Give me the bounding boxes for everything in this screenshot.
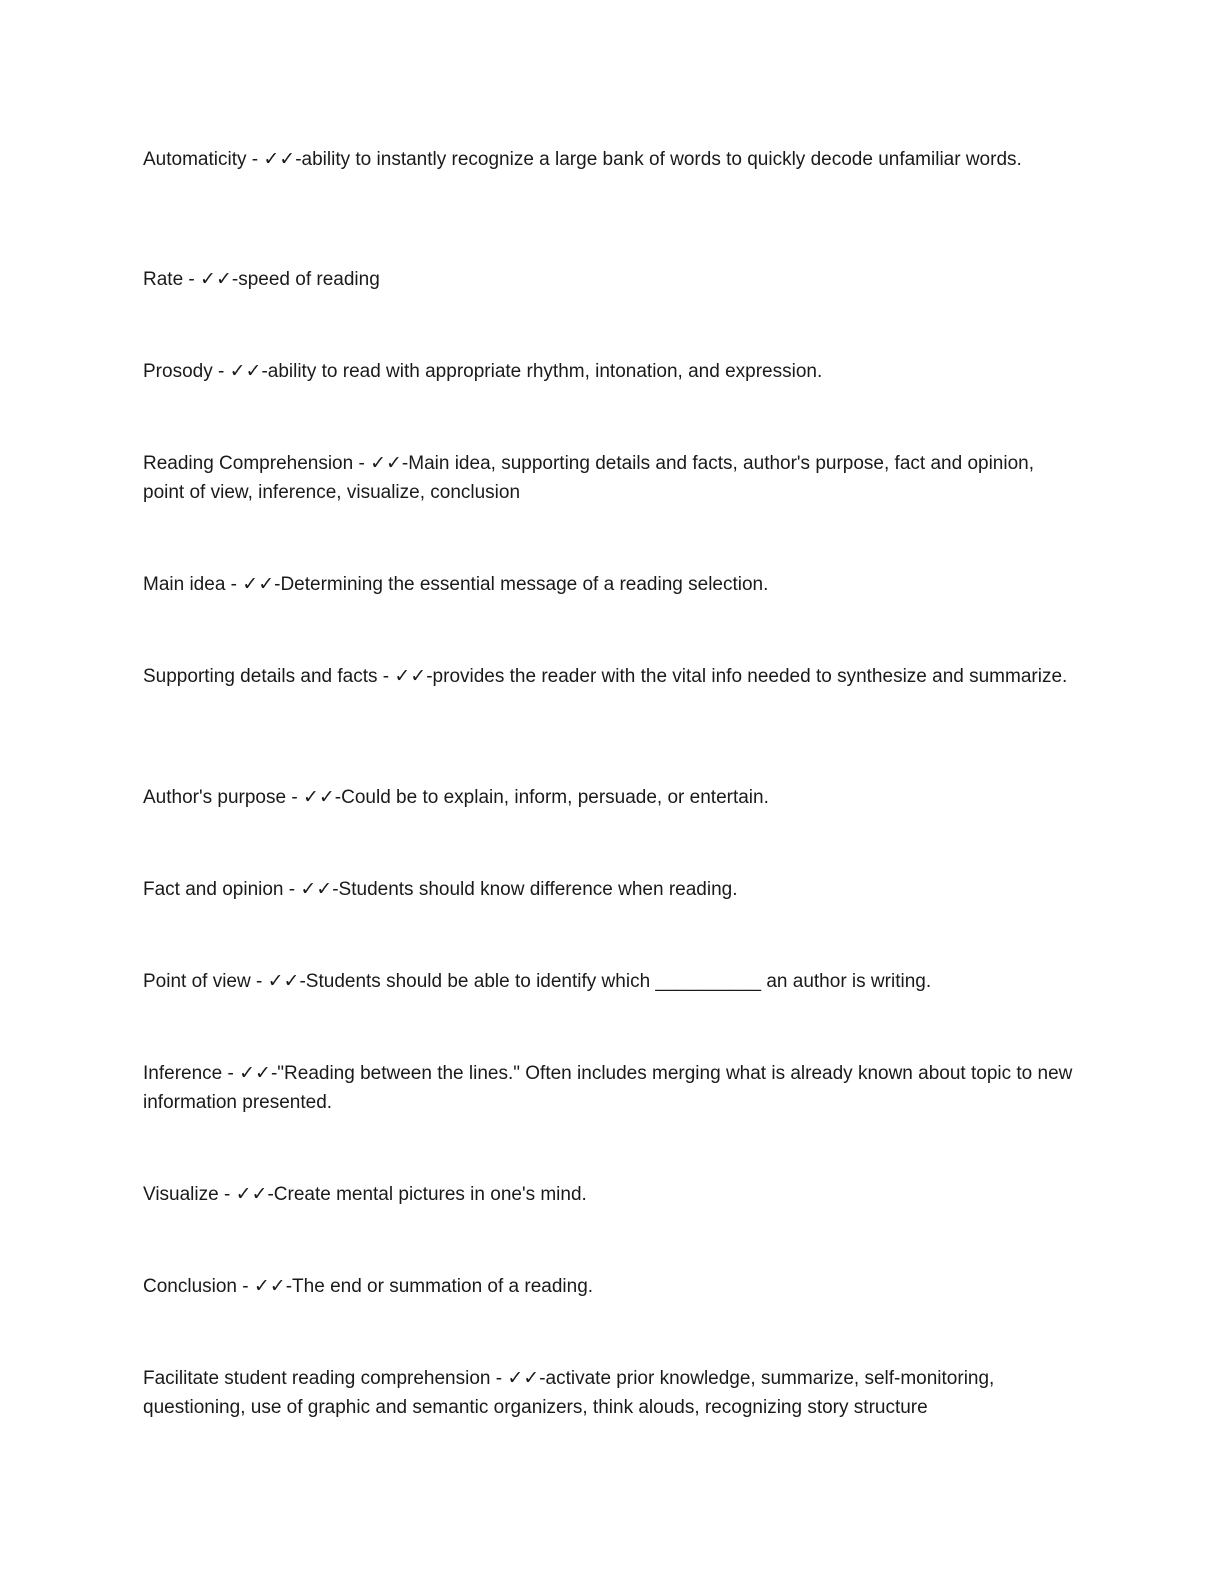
entry-inference xyxy=(143,1059,1073,1117)
entry-term: Visualize xyxy=(143,1184,219,1205)
entry-definition: -Could be to explain, inform, persuade, or entertain. xyxy=(334,787,769,808)
entry-separator: - xyxy=(222,1063,240,1084)
entry-rate xyxy=(143,265,1073,294)
entry-separator: - xyxy=(283,879,301,900)
entry-definition: -"Reading between the lines." Often includes merging what is already known about topic to new information presented. xyxy=(143,1063,1073,1113)
checkmark-icon: ✓✓ xyxy=(394,666,427,687)
entry-reading-comprehension xyxy=(143,449,1073,507)
entry-definition: -Students should be able to identify which __________ an author is writing. xyxy=(299,971,932,992)
entry-separator: - xyxy=(183,269,201,290)
entry-facilitate-comprehension xyxy=(143,1364,1073,1422)
entry-term: Rate xyxy=(143,269,184,290)
entry-term: Author's purpose xyxy=(143,787,287,808)
entry-separator: - xyxy=(490,1368,508,1389)
checkmark-icon: ✓✓ xyxy=(253,1276,286,1297)
entry-conclusion xyxy=(143,1272,1073,1301)
entry-definition: -Determining the essential message of a reading selection. xyxy=(274,574,769,595)
checkmark-icon: ✓✓ xyxy=(370,453,402,474)
entry-prosody xyxy=(143,357,1073,386)
entry-term: Main idea xyxy=(143,574,226,595)
entry-separator: - xyxy=(212,361,230,382)
entry-visualize xyxy=(143,1180,1073,1209)
entry-definition: -Main idea, supporting details and facts, author's purpose, fact and opinion, point of view, inference, visualize, conclusion xyxy=(143,453,1034,503)
checkmark-icon: ✓✓ xyxy=(235,1184,268,1205)
entry-definition: -Create mental pictures in one's mind. xyxy=(267,1184,587,1205)
entry-separator: - xyxy=(286,787,303,808)
checkmark-icon: ✓✓ xyxy=(263,149,296,170)
entry-definition: -ability to instantly recognize a large bank of words to quickly decode unfamiliar words. xyxy=(295,149,1022,170)
entry-definition: -Students should know difference when reading. xyxy=(332,879,738,900)
entry-separator: - xyxy=(250,971,268,992)
entry-term: Point of view xyxy=(143,971,251,992)
entry-supporting-details xyxy=(143,662,1073,691)
entry-term: Automaticity xyxy=(143,149,247,170)
checkmark-icon: ✓✓ xyxy=(200,269,232,290)
checkmark-icon: ✓✓ xyxy=(507,1368,540,1389)
entry-term: Inference xyxy=(143,1063,223,1084)
entry-definition: -activate prior knowledge, summarize, self-monitoring, questioning, use of graphic and semantic organizers, think alouds, recognizing story structure xyxy=(143,1368,995,1418)
entry-term: Facilitate student reading comprehension xyxy=(143,1368,491,1389)
entry-authors-purpose xyxy=(143,783,1073,812)
entry-automaticity xyxy=(143,145,1073,174)
entry-definition: -ability to read with appropriate rhythm, intonation, and expression. xyxy=(261,361,823,382)
checkmark-icon: ✓✓ xyxy=(242,574,275,595)
entry-term: Prosody xyxy=(143,361,213,382)
checkmark-icon: ✓✓ xyxy=(300,879,333,900)
entry-separator: - xyxy=(218,1184,236,1205)
entry-separator: - xyxy=(377,666,395,687)
entry-term: Fact and opinion xyxy=(143,879,284,900)
entry-separator: - xyxy=(246,149,264,170)
entry-main-idea xyxy=(143,570,1073,599)
checkmark-icon: ✓✓ xyxy=(239,1063,271,1084)
entry-point-of-view xyxy=(143,967,1073,996)
entry-definition: -The end or summation of a reading. xyxy=(285,1276,594,1297)
entry-term: Supporting details and facts xyxy=(143,666,378,687)
checkmark-icon: ✓✓ xyxy=(302,787,335,808)
entry-term: Conclusion xyxy=(143,1276,237,1297)
entry-separator: - xyxy=(237,1276,254,1297)
entry-fact-and-opinion xyxy=(143,875,1073,904)
entry-term: Reading Comprehension xyxy=(143,453,354,474)
checkmark-icon: ✓✓ xyxy=(229,361,262,382)
entry-separator: - xyxy=(353,453,371,474)
entry-definition: -provides the reader with the vital info needed to synthesize and summarize. xyxy=(426,666,1068,687)
checkmark-icon: ✓✓ xyxy=(267,971,300,992)
entry-definition: -speed of reading xyxy=(231,269,380,290)
entry-separator: - xyxy=(225,574,243,595)
